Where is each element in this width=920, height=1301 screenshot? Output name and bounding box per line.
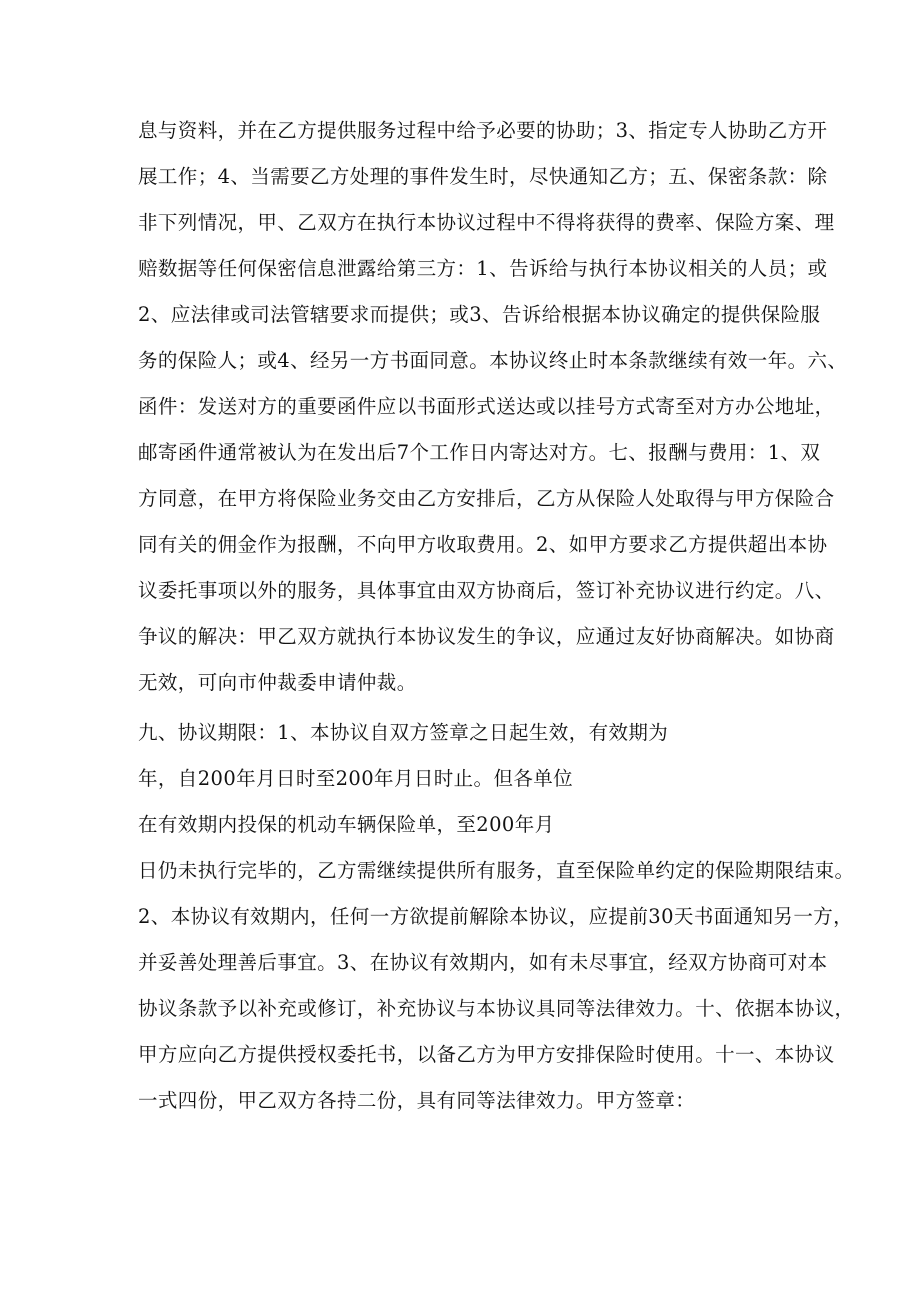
text-line: 方同意，在甲方将保险业务交由乙方安排后，乙方从保险人处取得与甲方保险合 <box>138 487 835 510</box>
signature-line: 一式四份，甲乙双方各持二份，具有同等法律效力。甲方签章： <box>138 1089 696 1112</box>
text-line: 年，自200年月日时至200年月日时止。但各单位 <box>138 767 574 790</box>
text-line: 日仍未执行完毕的，乙方需继续提供所有服务，直至保险单约定的保险期限结束。 <box>138 859 855 882</box>
paragraph-term-and-signature <box>138 710 855 1124</box>
text-line: 九、协议期限：1、本协议自双方签章之日起生效，有效期为 <box>138 721 669 744</box>
text-line: 函件：发送对方的重要函件应以书面形式送达或以挂号方式寄至对方办公地址， <box>138 395 835 418</box>
text-line: 同有关的佣金作为报酬，不向甲方收取费用。2、如甲方要求乙方提供超出本协 <box>138 533 828 556</box>
text-line: 无效，可向市仲裁委申请仲裁。 <box>138 671 417 694</box>
text-line: 展工作；4、当需要乙方处理的事件发生时，尽快通知乙方；五、保密条款：除 <box>138 165 828 188</box>
document-body <box>138 108 855 1124</box>
text-line: 邮寄函件通常被认为在发出后7个工作日内寄达对方。七、报酬与费用：1、双 <box>138 441 821 464</box>
text-line: 2、应法律或司法管辖要求而提供；或3、告诉给根据本协议确定的提供保险服 <box>138 303 821 326</box>
text-line: 息与资料，并在乙方提供服务过程中给予必要的协助；3、指定专人协助乙方开 <box>138 119 828 142</box>
text-line: 并妥善处理善后事宜。3、在协议有效期内，如有未尽事宜，经双方协商可对本 <box>138 951 828 974</box>
text-line: 争议的解决：甲乙双方就执行本协议发生的争议，应通过友好协商解决。如协商 <box>138 625 835 648</box>
text-line: 务的保险人；或4、经另一方书面同意。本协议终止时本条款继续有效一年。六、 <box>138 349 848 372</box>
text-line: 在有效期内投保的机动车辆保险单，至200年月 <box>138 813 555 836</box>
text-line: 非下列情况，甲、乙双方在执行本协议过程中不得将获得的费率、保险方案、理 <box>138 211 835 234</box>
text-line: 甲方应向乙方提供授权委托书，以备乙方为甲方安排保险时使用。十一、本协议 <box>138 1043 835 1066</box>
text-line: 2、本协议有效期内，任何一方欲提前解除本协议，应提前30天书面通知另一方， <box>138 905 854 928</box>
text-line: 赔数据等任何保密信息泄露给第三方：1、告诉给与执行本协议相关的人员；或 <box>138 257 828 280</box>
text-line: 协议条款予以补充或修订，补充协议与本协议具同等法律效力。十、依据本协议， <box>138 997 855 1020</box>
text-line: 议委托事项以外的服务，具体事宜由双方协商后，签订补充协议进行约定。八、 <box>138 579 835 602</box>
paragraph-confidentiality-to-dispute <box>138 108 848 706</box>
